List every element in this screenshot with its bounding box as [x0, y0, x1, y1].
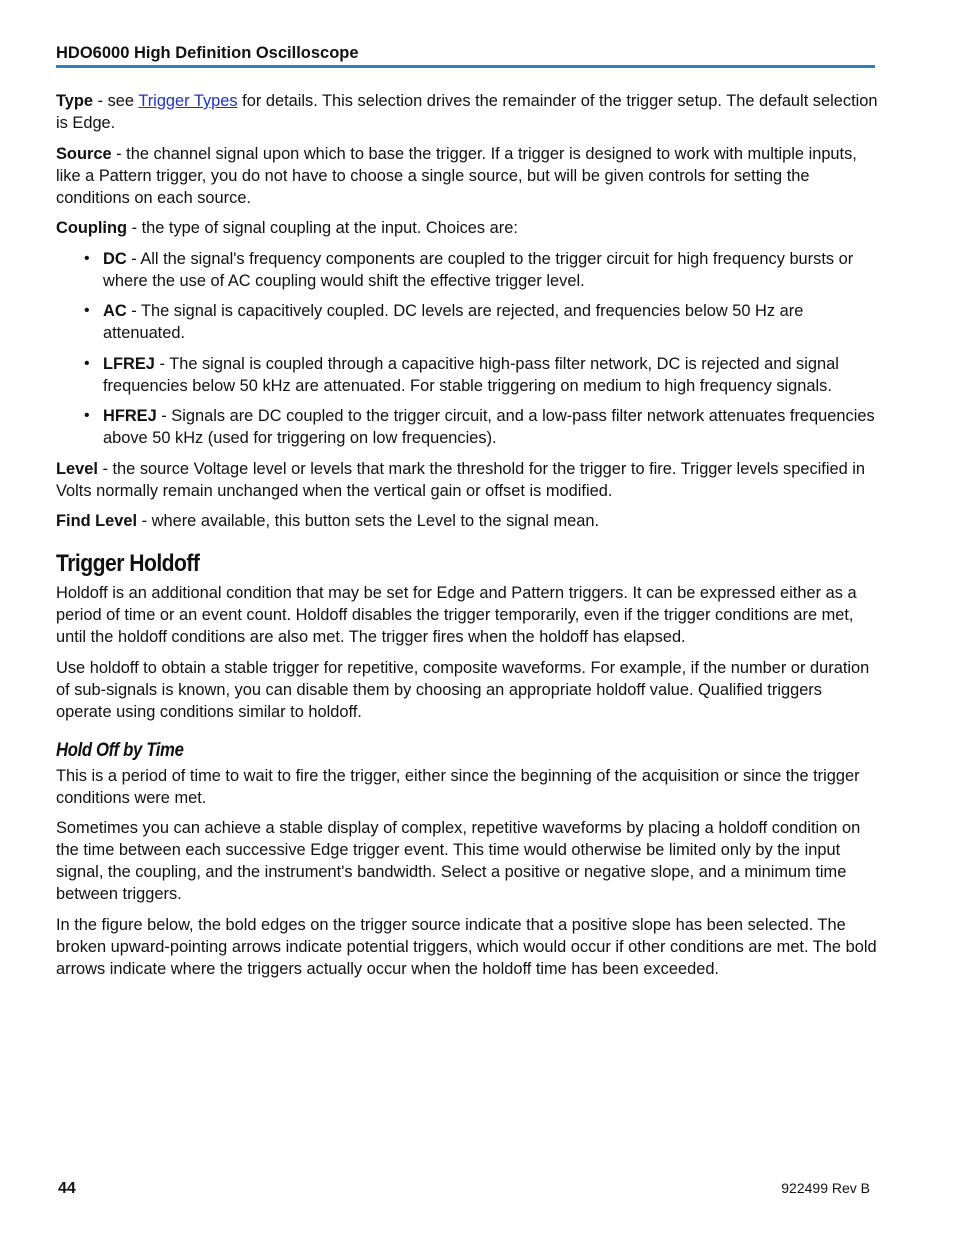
option-term: DC [103, 249, 127, 268]
trigger-holdoff-heading: Trigger Holdoff [56, 550, 200, 577]
level-term: Level [56, 459, 98, 478]
source-term: Source [56, 144, 112, 163]
coupling-option-dc [103, 248, 878, 292]
time-paragraph: This is a period of time to wait to fire the trigger, either since the beginning of the acquisition or since the trigger conditions were met. [56, 766, 860, 807]
trigger-types-link[interactable]: Trigger Types [138, 92, 238, 110]
manual-title: HDO6000 High Definition Oscilloscope [56, 44, 359, 62]
coupling-options-list [56, 248, 878, 450]
coupling-option-ac [103, 300, 878, 344]
level-text: - the source Voltage level or levels that mark the threshold for the trigger to fire. Trigger levels specified in Volts normally remain unchanged when the vertical gain or offset is modified. [56, 459, 866, 500]
option-term: LFREJ [103, 354, 155, 373]
holdoff-paragraph: Holdoff is an additional condition that may be set for Edge and Pattern triggers. It can be expressed either as a period of time or an event count. Holdoff disables the trigger temporarily, even if the trigger conditions are met, until the holdoff conditions are also met. The trigger fires when the holdoff has elapsed. [56, 584, 857, 646]
find-level-text: - where available, this button sets the Level to the signal mean. [137, 512, 600, 530]
page-number: 44 [58, 1180, 76, 1197]
type-text-pre: - see [93, 92, 139, 110]
type-term: Type [56, 92, 94, 110]
hold-off-by-time-heading: Hold Off by Time [56, 739, 184, 761]
coupling-text: - the type of signal coupling at the input. Choices are: [127, 219, 518, 237]
coupling-paragraph [56, 217, 878, 239]
option-text: - The signal is coupled through a capacitive high-pass filter network, DC is rejected and signal frequencies below 50 kHz are attenuated. For stable triggering on medium to high frequency signals. [103, 354, 839, 395]
type-paragraph [56, 90, 878, 134]
coupling-option-hfrej [103, 405, 878, 449]
holdoff-paragraph: Use holdoff to obtain a stable trigger for repetitive, composite waveforms. For example, if the number or duration of sub-signals is known, you can disable them by choosing an appropriate holdoff value. Qualified triggers operate using conditions similar to holdoff. [56, 658, 870, 721]
page-body [56, 90, 878, 988]
find-level-paragraph [56, 510, 878, 532]
coupling-option-lfrej [103, 353, 878, 397]
time-paragraph: In the figure below, the bold edges on the trigger source indicate that a positive slope has been selected. The broken upward-pointing arrows indicate potential triggers, which would occur if other conditions are met. The bold arrows indicate where the triggers actually occur when the holdoff time has been exceeded. [56, 915, 877, 978]
option-text: - All the signal's frequency components are coupled to the trigger circuit for high frequency bursts or where the use of AC coupling would shift the effective trigger level. [103, 249, 854, 290]
time-paragraph: Sometimes you can achieve a stable display of complex, repetitive waveforms by placing a holdoff condition on the time between each successive Edge trigger event. This time would otherwise be limited only by the input signal, the coupling, and the instrument's bandwidth. Select a positive or negative slope, and a minimum time between triggers. [56, 819, 861, 903]
source-paragraph [56, 143, 878, 209]
source-text: - the channel signal upon which to base the trigger. If a trigger is designed to work with multiple inputs, like a Pattern trigger, you do not have to choose a single source, but will be given controls for setting the conditions on each source. [56, 144, 857, 207]
running-header [56, 44, 875, 68]
coupling-term: Coupling [56, 219, 128, 237]
option-text: - The signal is capacitively coupled. DC levels are rejected, and frequencies below 50 Hz are attenuated. [103, 302, 804, 342]
level-paragraph [56, 458, 878, 502]
find-level-term: Find Level [56, 512, 138, 530]
type-text-post: for details. This selection drives the remainder of the trigger setup. The default selection is Edge. [56, 92, 878, 132]
document-revision: 922499 Rev B [781, 1180, 870, 1196]
option-text: - Signals are DC coupled to the trigger circuit, and a low-pass filter network attenuates frequencies above 50 kHz (used for triggering on low frequencies). [103, 407, 875, 447]
option-term: AC [103, 302, 127, 320]
option-term: HFREJ [103, 407, 157, 425]
